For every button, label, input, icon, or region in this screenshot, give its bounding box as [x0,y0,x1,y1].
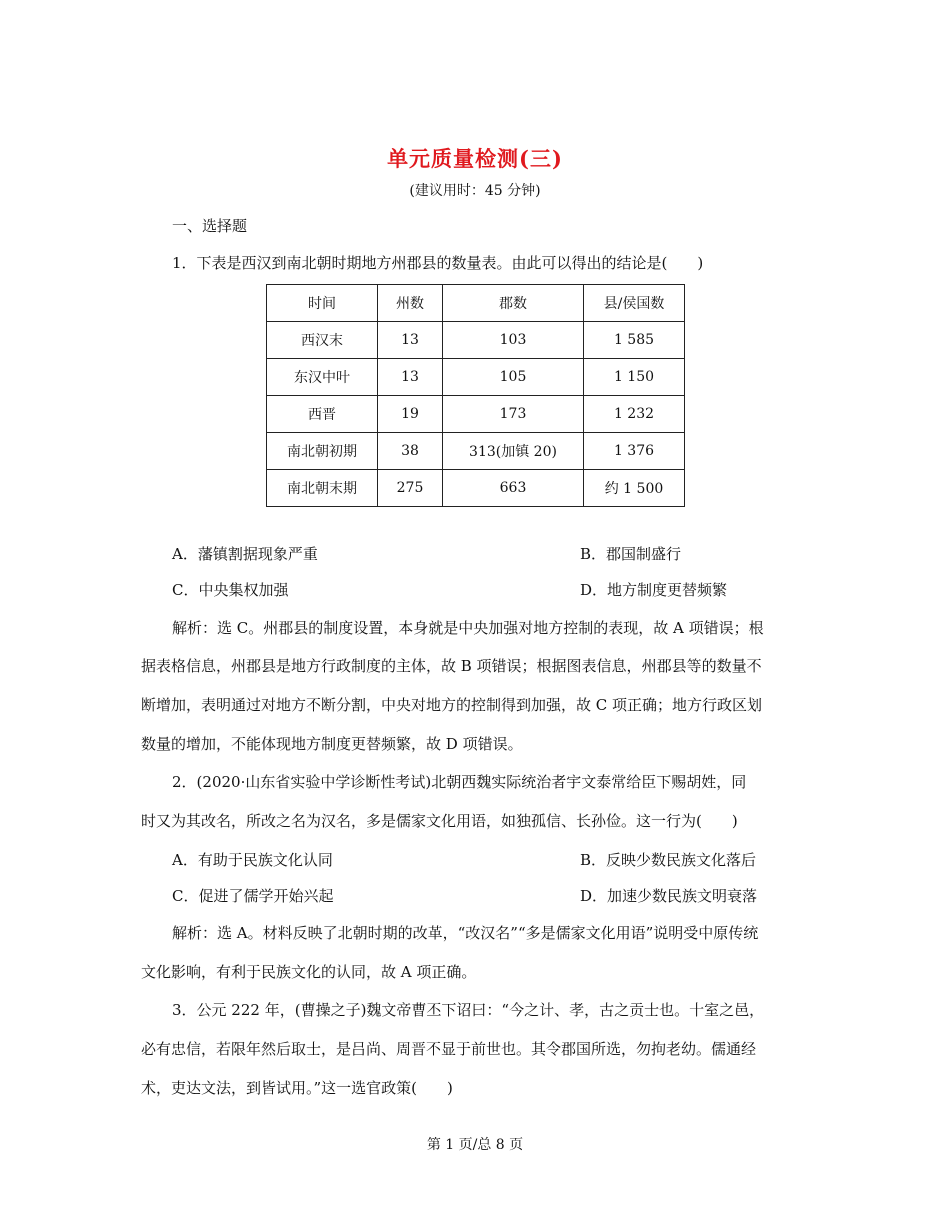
q1-option-b: B．郡国制盛行 [580,545,682,563]
table-cell: 1 232 [584,396,685,433]
table-cell: 1 150 [584,359,685,396]
question-3-stem-line: 必有忠信，若限年然后取士，是吕尚、周晋不显于前世也。其令郡国所选，勿拘老幼。儒通经 [141,1040,757,1058]
table-cell: 103 [443,322,584,359]
q2-analysis-line: 解析：选 A。材料反映了北朝时期的改革，“改汉名”“多是儒家文化用语”说明受中原传统 [172,924,759,942]
q1-analysis-line: 解析：选 C。州郡县的制度设置，本身就是中央加强对地方控制的表现，故 A 项错误；根 [172,619,764,637]
q2-option-d: D．加速少数民族文明衰落 [580,887,758,905]
county-count-table [266,284,685,507]
table-cell: 西晋 [267,396,378,433]
table-header-row [267,285,685,322]
table-cell: 南北朝末期 [267,470,378,507]
table-cell: 13 [378,359,443,396]
q2-analysis-line: 文化影响，有利于民族文化的认同，故 A 项正确。 [141,963,477,981]
table-cell: 西汉末 [267,322,378,359]
table-row [267,396,685,433]
table-header-cell: 州数 [378,285,443,322]
question-3-stem-line: 3．公元 222 年，(曹操之子)魏文帝曹丕下诏曰：“今之计、孝，古之贡士也。十室之邑， [172,1001,765,1019]
q2-option-b: B．反映少数民族文化落后 [580,851,757,869]
table-row [267,433,685,470]
table-row [267,322,685,359]
question-3-stem-line: 术，吏达文法，到皆试用。”这一选官政策( ) [141,1079,453,1097]
table-row [267,470,685,507]
question-2-stem-line: 时又为其改名，所改之名为汉名，多是儒家文化用语，如独孤信、长孙俭。这一行为( ) [141,812,738,830]
table-header-cell: 郡数 [443,285,584,322]
table-cell: 1 376 [584,433,685,470]
table-cell: 38 [378,433,443,470]
table-cell: 663 [443,470,584,507]
table-cell: 173 [443,396,584,433]
table-header-cell: 时间 [267,285,378,322]
suggested-time: (建议用时：45 分钟) [409,183,541,199]
q1-analysis-line: 据表格信息，州郡县是地方行政制度的主体，故 B 项错误；根据图表信息，州郡县等的数量不 [141,657,762,675]
question-1-stem: 1．下表是西汉到南北朝时期地方州郡县的数量表。由此可以得出的结论是( ) [172,254,704,272]
table-row [267,359,685,396]
table-cell: 约 1 500 [584,470,685,507]
table-cell: 19 [378,396,443,433]
q1-option-a: A．藩镇割据现象严重 [172,545,318,563]
table-cell: 南北朝初期 [267,433,378,470]
table-cell: 1 585 [584,322,685,359]
page-number: 第 1 页/总 8 页 [426,1137,524,1153]
table-cell: 东汉中叶 [267,359,378,396]
table-cell: 275 [378,470,443,507]
table-cell: 13 [378,322,443,359]
q1-analysis-line: 断增加，表明通过对地方不断分割，中央对地方的控制得到加强，故 C 项正确；地方行政区划 [141,696,763,714]
page-title: 单元质量检测(三) [387,146,563,171]
q2-option-a: A．有助于民族文化认同 [172,851,333,869]
q2-option-c: C．促进了儒学开始兴起 [172,887,334,905]
section-heading: 一、选择题 [172,217,248,235]
table-cell: 105 [443,359,584,396]
q1-option-d: D．地方制度更替频繁 [580,581,728,599]
table-header-cell: 县/侯国数 [584,285,685,322]
q1-option-c: C．中央集权加强 [172,581,289,599]
question-2-stem-line: 2．(2020·山东省实验中学诊断性考试)北朝西魏实际统治者宇文泰常给臣下赐胡姓，同 [172,773,747,791]
q1-analysis-line: 数量的增加，不能体现地方制度更替频繁，故 D 项错误。 [141,735,523,753]
table-cell: 313(加镇 20) [443,433,584,470]
